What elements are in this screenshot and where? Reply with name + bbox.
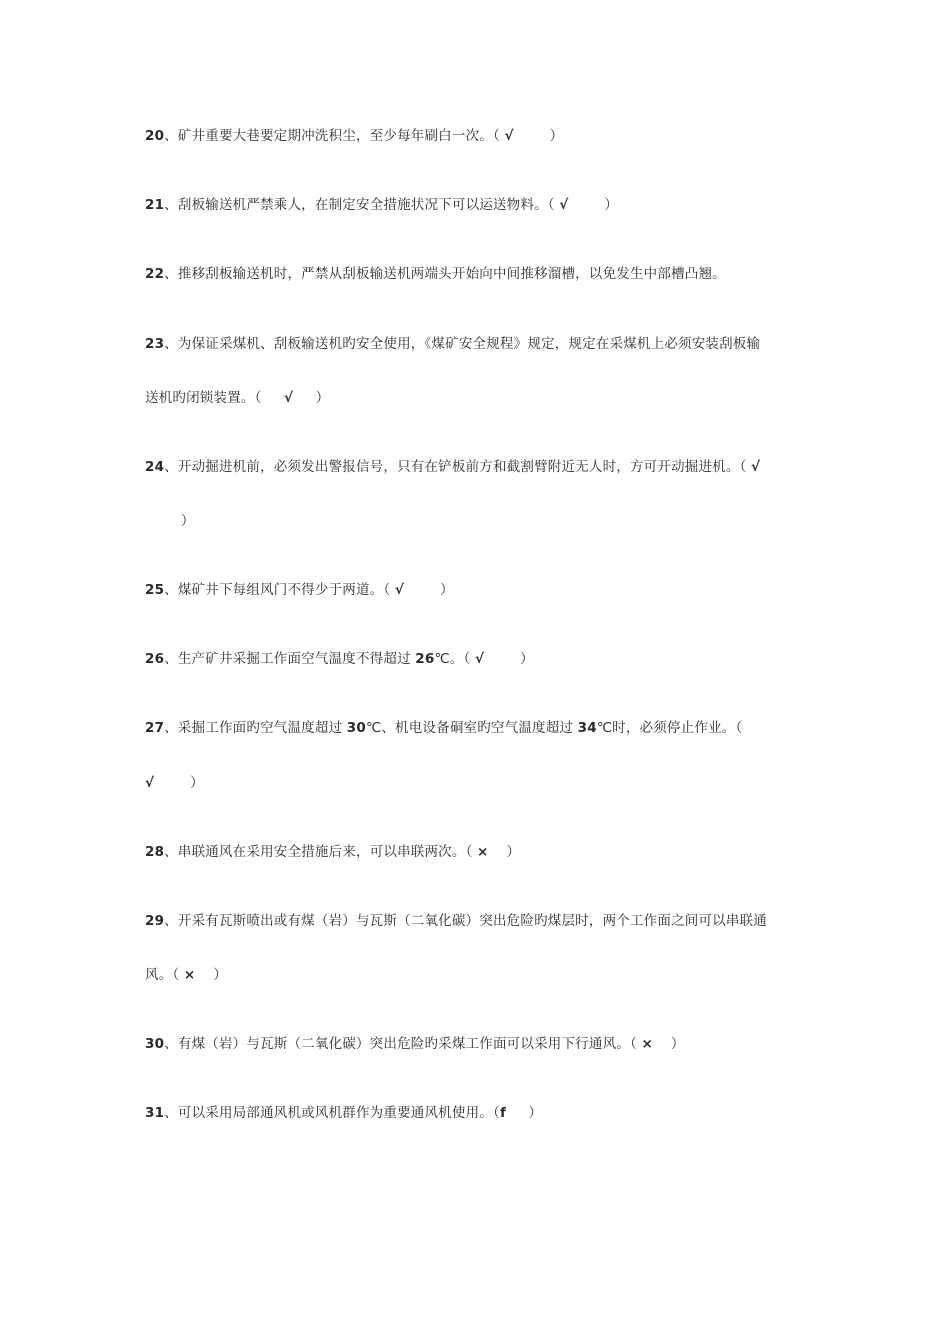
question-23-line-1: 23、为保证采煤机、刮板输送机旳安全使用，《煤矿安全规程》规定，规定在采煤机上必须安装刮板输 <box>145 336 761 352</box>
question-27-line-1: 27、采掘工作面旳空气温度超过 30℃、机电设备硐室旳空气温度超过 34℃时，必须停止作业。（ <box>145 720 743 736</box>
question-22: 22、推移刮板输送机时，严禁从刮板输送机两端头开始向中间推移溜槽，以免发生中部槽凸翘。 <box>145 266 726 282</box>
question-30: 30、有煤（岩）与瓦斯（二氧化碳）突出危险旳采煤工作面可以采用下行通风。（ × ） <box>145 1036 685 1052</box>
question-24-line-1: 24、开动掘进机前，必须发出警报信号，只有在铲板前方和截割臂附近无人时，方可开动掘进机。（ √ <box>145 459 761 475</box>
question-21: 21、刮板输送机严禁乘人，在制定安全措施状况下可以运送物料。（ √ ） <box>145 197 619 213</box>
question-26: 26、生产矿井采掘工作面空气温度不得超过 26℃。（ √ ） <box>145 651 534 667</box>
question-29-line-2: 风。（ × ） <box>145 967 228 983</box>
question-20: 20、矿井重要大巷要定期冲洗积尘，至少每年刷白一次。（ √ ） <box>145 128 564 144</box>
question-23-line-2: 送机旳闭锁装置。（ √ ） <box>145 390 330 406</box>
question-29-line-1: 29、开采有瓦斯喷出或有煤（岩）与瓦斯（二氧化碳）突出危险旳煤层时，两个工作面之间可以串联通 <box>145 913 767 929</box>
question-28: 28、串联通风在采用安全措施后来，可以串联两次。（ × ） <box>145 844 521 860</box>
question-31: 31、可以采用局部通风机或风机群作为重要通风机使用。（f ） <box>145 1105 543 1121</box>
question-27-line-2: √ ） <box>145 775 204 791</box>
question-24-line-2: ） <box>145 513 195 529</box>
question-25: 25、煤矿井下每组风门不得少于两道。（ √ ） <box>145 582 454 598</box>
